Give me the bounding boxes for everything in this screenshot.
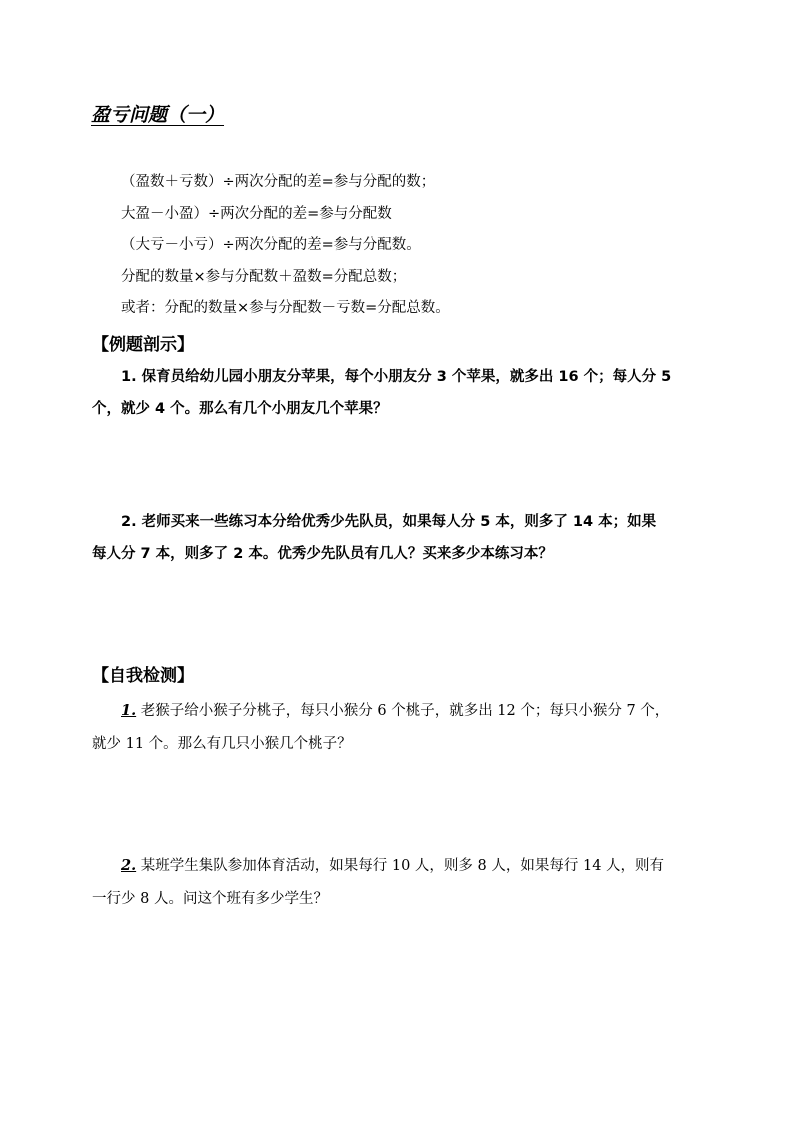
question-number: 1. [121, 702, 137, 719]
formula-line-5: 或者：分配的数量×参与分配数－亏数=分配总数。 [121, 300, 450, 316]
question-text: 某班学生集队参加体育活动，如果每行 10 人，则多 8 人，如果每行 14 人，则有 [136, 858, 665, 874]
examples-heading: 【例题剖示】 [92, 335, 194, 355]
formula-line-4: 分配的数量×参与分配数＋盈数=分配总数； [121, 269, 407, 285]
self-check-1-line-2: 就少 11 个。那么有几只小猴几个桃子？ [92, 736, 352, 752]
question-number: 2. [121, 857, 137, 874]
self-check-heading: 【自我检测】 [92, 666, 194, 686]
formula-line-1: （盈数＋亏数）÷两次分配的差=参与分配的数； [121, 174, 436, 190]
self-check-2-line-2: 一行少 8 人。问这个班有多少学生？ [92, 891, 328, 907]
self-check-2-line-1 [121, 850, 664, 882]
example-2-line-2: 每人分 7 本，则多了 2 本。优秀少先队员有几人？买来多少本练习本？ [92, 546, 553, 562]
example-1-line-1: 1. 保育员给幼儿园小朋友分苹果，每个小朋友分 3 个苹果，就多出 16 个；每人分 5 [121, 369, 672, 385]
formula-line-2: 大盈－小盈）÷两次分配的差=参与分配数 [121, 206, 392, 222]
self-check-1-line-1 [121, 695, 669, 727]
question-text: 老猴子给小猴子分桃子，每只小猴分 6 个桃子，就多出 12 个；每只小猴分 7 个， [136, 703, 670, 719]
formula-line-3: （大亏－小亏）÷两次分配的差=参与分配数。 [121, 237, 421, 253]
page-title: 盈亏问题（一） [91, 104, 225, 126]
example-2-line-1: 2. 老师买来一些练习本分给优秀少先队员，如果每人分 5 本，则多了 14 本；如果 [121, 514, 657, 530]
example-1-line-2: 个，就少 4 个。那么有几个小朋友几个苹果？ [92, 401, 388, 417]
